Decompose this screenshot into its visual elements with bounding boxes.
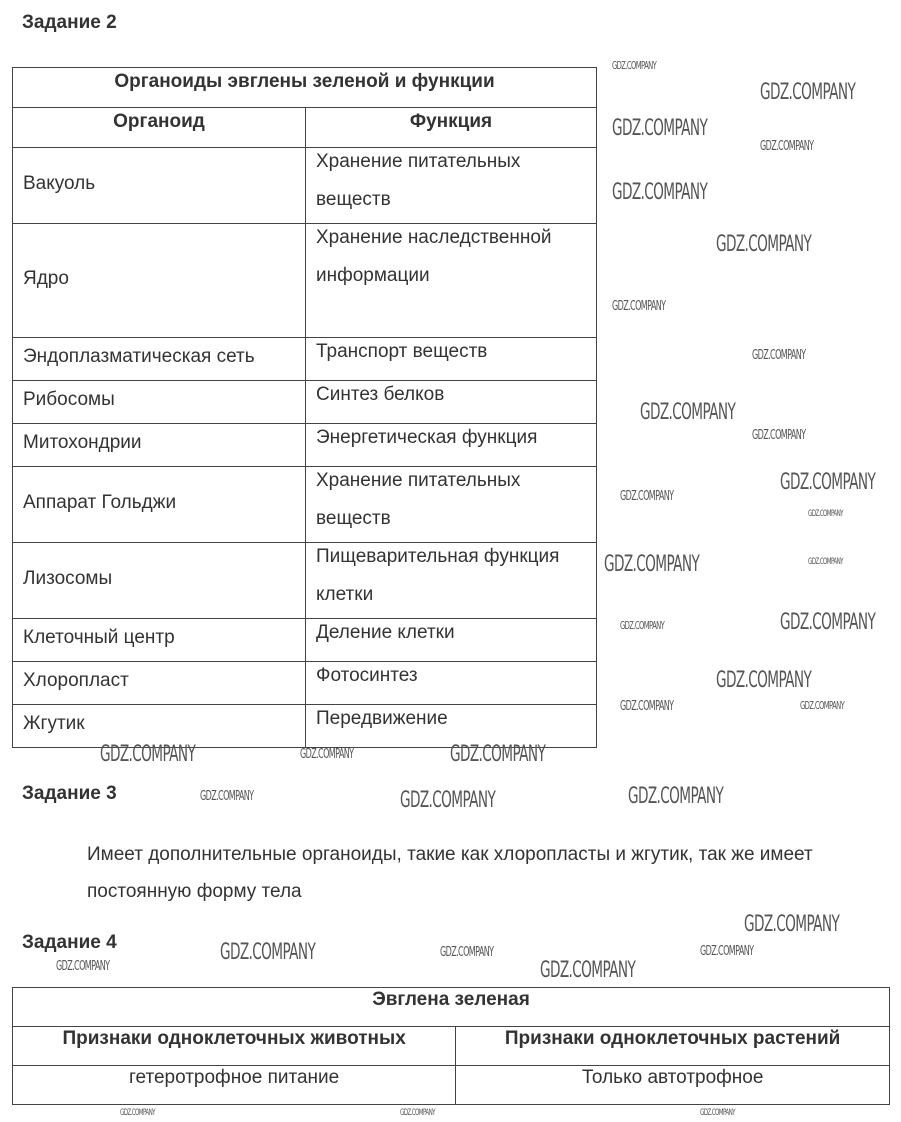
table-row	[13, 705, 597, 748]
watermark: GDZ.COMPANY	[620, 489, 674, 504]
table-row	[13, 381, 597, 424]
organelle-cell: Вакуоль	[13, 148, 306, 224]
watermark: GDZ.COMPANY	[612, 180, 708, 205]
watermark: GDZ.COMPANY	[604, 552, 700, 577]
watermark: GDZ.COMPANY	[400, 788, 496, 813]
watermark: GDZ.COMPANY	[716, 668, 812, 693]
euglena-table	[12, 987, 890, 1105]
watermark: GDZ.COMPANY	[800, 699, 845, 712]
function-cell	[306, 467, 597, 543]
table-row	[13, 1066, 890, 1105]
function-text: Хранение наследственной информации	[316, 227, 552, 286]
task4-heading: Задание 4	[22, 932, 117, 953]
watermark: GDZ.COMPANY	[700, 1108, 735, 1118]
function-cell	[306, 705, 597, 748]
function-text: Синтез белков	[316, 384, 445, 405]
watermark: GDZ.COMPANY	[540, 958, 636, 983]
table-row	[13, 224, 597, 338]
table-title: Органоиды эвглены зеленой и функции	[13, 68, 597, 108]
watermark: GDZ.COMPANY	[620, 619, 665, 632]
function-text: Передвижение	[316, 708, 448, 729]
function-text: Хранение питательных веществ	[316, 470, 521, 529]
watermark: GDZ.COMPANY	[716, 232, 812, 257]
function-text: Транспорт веществ	[316, 341, 488, 362]
col-header-animal: Признаки одноклеточных животных	[13, 1027, 456, 1066]
table-row	[13, 338, 597, 381]
watermark: GDZ.COMPANY	[780, 610, 876, 635]
function-cell	[306, 338, 597, 381]
table-row	[13, 467, 597, 543]
organelle-cell: Жгутик	[13, 705, 306, 748]
watermark: GDZ.COMPANY	[808, 557, 843, 567]
table-title: Эвглена зеленая	[13, 988, 890, 1027]
organelle-cell: Аппарат Гольджи	[13, 467, 306, 543]
watermark: GDZ.COMPANY	[760, 80, 856, 105]
organelle-cell: Хлоропласт	[13, 662, 306, 705]
watermark: GDZ.COMPANY	[620, 699, 674, 714]
watermark: GDZ.COMPANY	[612, 299, 666, 314]
watermark: GDZ.COMPANY	[120, 1108, 155, 1118]
task3-answer: Имеет дополнительные органоиды, такие как хлоропласты и жгутик, так же имеет постоянную форму тела	[87, 844, 813, 902]
function-cell	[306, 543, 597, 619]
watermark: GDZ.COMPANY	[700, 944, 754, 959]
function-cell	[306, 424, 597, 467]
organelle-cell: Эндоплазматическая сеть	[13, 338, 306, 381]
function-text: Фотосинтез	[316, 665, 418, 686]
watermark: GDZ.COMPANY	[752, 348, 806, 363]
watermark: GDZ.COMPANY	[612, 116, 708, 141]
function-cell	[306, 619, 597, 662]
function-text: Хранение питательных веществ	[316, 151, 521, 210]
watermark: GDZ.COMPANY	[808, 509, 843, 519]
watermark: GDZ.COMPANY	[780, 470, 876, 495]
organelle-cell: Лизосомы	[13, 543, 306, 619]
watermark: GDZ.COMPANY	[752, 428, 806, 443]
function-cell	[306, 148, 597, 224]
function-cell	[306, 224, 597, 338]
watermark: GDZ.COMPANY	[450, 742, 546, 767]
watermark: GDZ.COMPANY	[640, 400, 736, 425]
table-row	[13, 424, 597, 467]
watermark: GDZ.COMPANY	[300, 747, 354, 762]
watermark: GDZ.COMPANY	[612, 59, 657, 72]
organelle-cell: Митохондрии	[13, 424, 306, 467]
animal-trait: гетеротрофное питание	[13, 1066, 456, 1105]
watermark: GDZ.COMPANY	[440, 945, 494, 960]
function-text: Деление клетки	[316, 622, 455, 643]
organelles-table	[12, 67, 597, 748]
table-row	[13, 619, 597, 662]
table-row	[13, 543, 597, 619]
col-header-function: Функция	[306, 108, 597, 148]
function-text: Энергетическая функция	[316, 427, 538, 448]
watermark: GDZ.COMPANY	[200, 789, 254, 804]
table-row	[13, 148, 597, 224]
watermark: GDZ.COMPANY	[628, 784, 724, 809]
function-cell	[306, 662, 597, 705]
watermark: GDZ.COMPANY	[220, 940, 316, 965]
organelle-cell: Ядро	[13, 224, 306, 338]
watermark: GDZ.COMPANY	[400, 1108, 435, 1118]
watermark: GDZ.COMPANY	[56, 959, 110, 974]
watermark: GDZ.COMPANY	[100, 742, 196, 767]
watermark: GDZ.COMPANY	[760, 139, 814, 154]
function-text: Пищеварительная функция клетки	[316, 546, 560, 605]
col-header-organelle: Органоид	[13, 108, 306, 148]
organelle-cell: Рибосомы	[13, 381, 306, 424]
watermark: GDZ.COMPANY	[744, 912, 840, 937]
function-cell	[306, 381, 597, 424]
plant-trait: Только автотрофное	[456, 1066, 890, 1105]
organelle-cell: Клеточный центр	[13, 619, 306, 662]
task2-heading: Задание 2	[22, 12, 117, 33]
col-header-plant: Признаки одноклеточных растений	[456, 1027, 890, 1066]
table-row	[13, 662, 597, 705]
task3-heading: Задание 3	[22, 783, 117, 804]
